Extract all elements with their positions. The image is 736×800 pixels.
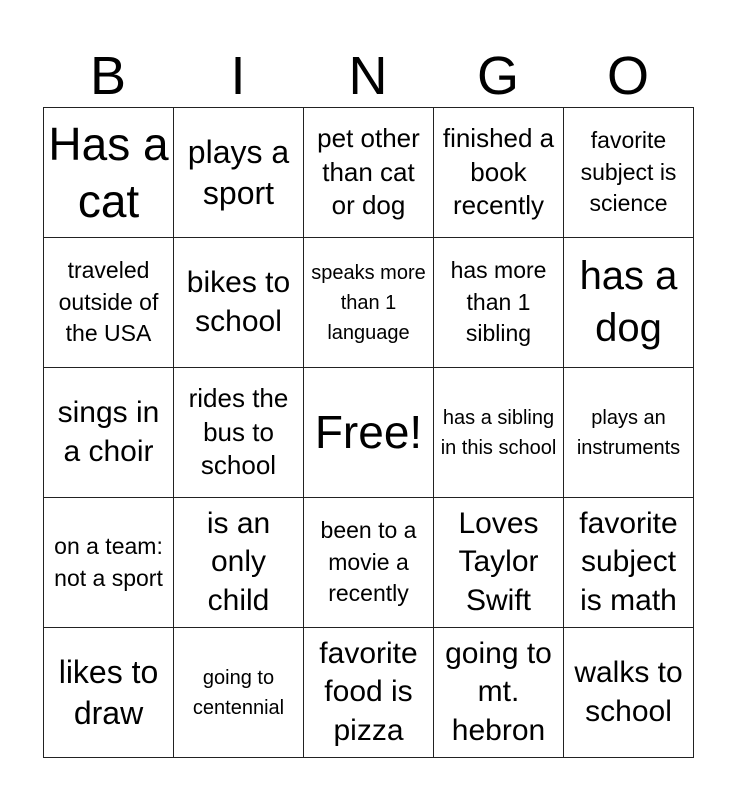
bingo-cell: finished a book recently	[434, 108, 564, 238]
free-space: Free!	[304, 368, 434, 498]
bingo-cell: Loves Taylor Swift	[434, 498, 564, 628]
bingo-cell: favorite subject is math	[564, 498, 694, 628]
bingo-cell: plays a sport	[174, 108, 304, 238]
bingo-cell: on a team: not a sport	[44, 498, 174, 628]
header-letter-n: N	[348, 46, 388, 106]
bingo-cell: speaks more than 1 language	[304, 238, 434, 368]
bingo-cell: traveled outside of the USA	[44, 238, 174, 368]
bingo-cell: bikes to school	[174, 238, 304, 368]
board-row	[44, 238, 694, 368]
bingo-board	[43, 107, 694, 758]
header-letter-b: B	[89, 46, 127, 106]
header-letter-g: G	[476, 46, 519, 106]
board-row	[44, 108, 694, 238]
bingo-cell: favorite food is pizza	[304, 628, 434, 758]
bingo-cell: likes to draw	[44, 628, 174, 758]
board-row	[44, 368, 694, 498]
bingo-cell: been to a movie a recently	[304, 498, 434, 628]
bingo-cell: has a sibling in this school	[434, 368, 564, 498]
board-row	[44, 498, 694, 628]
bingo-cell: plays an instruments	[564, 368, 694, 498]
bingo-cell: Has a cat	[44, 108, 174, 238]
bingo-cell: favorite subject is science	[564, 108, 694, 238]
bingo-cell: walks to school	[564, 628, 694, 758]
bingo-cell: rides the bus to school	[174, 368, 304, 498]
bingo-cell: going to centennial	[174, 628, 304, 758]
header-letter-i: I	[230, 46, 246, 106]
bingo-cell: is an only child	[174, 498, 304, 628]
board-row	[44, 628, 694, 758]
bingo-cell: has a dog	[564, 238, 694, 368]
bingo-cell: going to mt. hebron	[434, 628, 564, 758]
bingo-cell: sings in a choir	[44, 368, 174, 498]
bingo-header	[43, 44, 693, 108]
bingo-cell: pet other than cat or dog	[304, 108, 434, 238]
header-letter-o: O	[606, 46, 649, 106]
bingo-cell: has more than 1 sibling	[434, 238, 564, 368]
